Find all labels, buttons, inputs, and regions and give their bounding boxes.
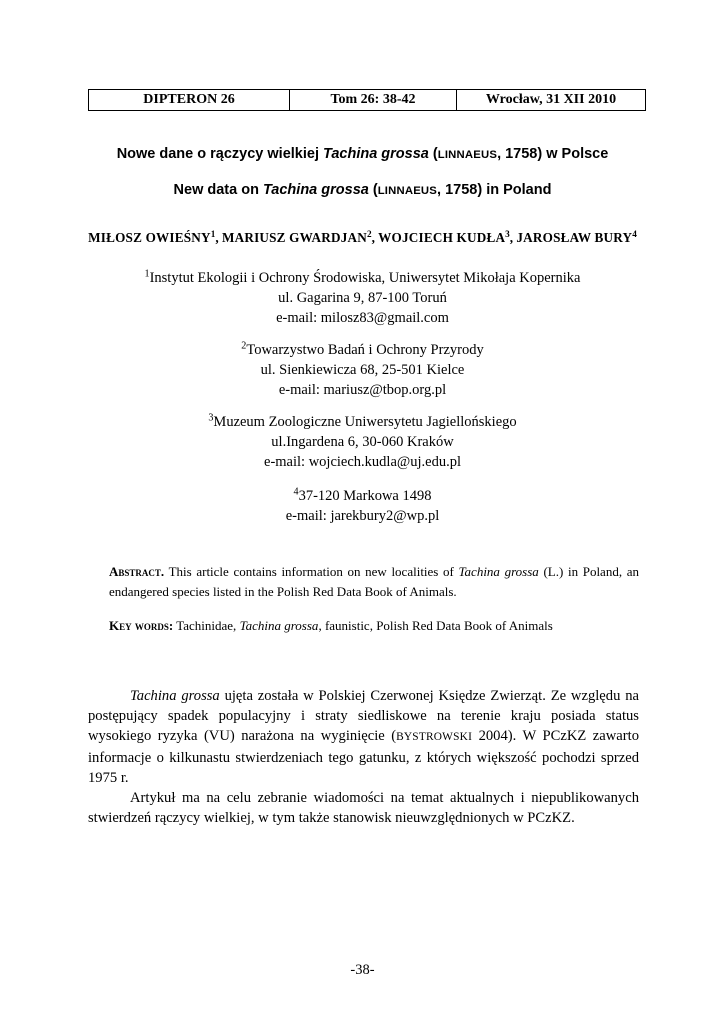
affiliation-email: e-mail: mariusz@tbop.org.pl: [278, 382, 447, 398]
affiliation-email: e-mail: wojciech.kudla@uj.edu.pl: [264, 454, 461, 470]
affiliation-3: [0, 412, 725, 472]
affiliation-sup: 3: [208, 412, 214, 424]
title-en-paren: (: [368, 182, 378, 198]
abstract-text: This article contains information on new localities of: [164, 564, 459, 579]
abstract-label: Abstract.: [109, 564, 165, 579]
paragraph: [88, 686, 639, 788]
author-name: WOJCIECH KUDŁA: [378, 230, 506, 245]
title-polish: [0, 146, 725, 162]
page-number: -38-: [350, 962, 375, 978]
affiliation-2: [0, 340, 725, 400]
key-words-label: Key words:: [109, 618, 174, 633]
key-words-text-tail: , faunistic, Polish Red Data Book of Animals: [318, 618, 553, 633]
author-sep: ,: [215, 230, 222, 245]
title-pl-paren: (: [428, 146, 438, 162]
citation-author: BYSTROWSKI: [396, 731, 473, 744]
title-pl-author: LINNAEUS: [437, 149, 498, 161]
affiliation-sup: 4: [293, 486, 299, 498]
affiliation-line: [0, 268, 725, 288]
author-affil-sup: 2: [366, 228, 372, 239]
affiliation-institution: Towarzystwo Badań i Ochrony Przyrody: [246, 342, 484, 358]
author-sep: ,: [371, 230, 379, 245]
body-text-part: 2004). W PCzKZ zawarto informacje o kilkunastu stwierdzeniach tego gatunku, z których większość pochodzi sprzed 1975 r.: [88, 728, 639, 786]
affiliation-line: [0, 486, 725, 506]
abstract: [109, 562, 639, 602]
affiliation-institution: Muzeum Zoologiczne Uniwersytetu Jagiellońskiego: [213, 414, 517, 430]
affiliation-sup: 2: [241, 340, 247, 352]
affiliation-line: [0, 412, 725, 432]
affiliation-line: [0, 340, 725, 360]
affiliation-line: ul. Gagarina 9, 87-100 Toruń: [278, 290, 447, 306]
title-en-text: New data on: [173, 182, 263, 198]
key-words-text: Tachinidae,: [173, 618, 240, 633]
affiliation-sup: 1: [144, 268, 150, 280]
journal-header-table: [88, 89, 646, 111]
title-english: [0, 182, 725, 198]
abstract-text-tail: (L.) in Poland, an endangered species listed in the Polish Red Data Book of Animals.: [109, 564, 640, 599]
affiliation-4: [0, 486, 725, 526]
author-name: MIŁOSZ OWIEŚNY: [88, 230, 211, 245]
author-affil-sup: 1: [210, 228, 216, 239]
author-affil-sup: 4: [632, 228, 637, 239]
title-pl-tail: , 1758) w Polsce: [497, 146, 609, 162]
abstract-species: Tachina grossa: [458, 564, 539, 579]
author-affil-sup: 3: [505, 228, 510, 239]
affiliation-1: [0, 268, 725, 328]
key-words: [109, 616, 639, 636]
affiliation-email: e-mail: milosz83@gmail.com: [276, 310, 449, 326]
title-en-species: Tachina grossa: [262, 182, 369, 198]
affiliation-line: ul. Sienkiewicza 68, 25-501 Kielce: [260, 362, 465, 378]
title-pl-species: Tachina grossa: [323, 146, 429, 162]
author-name: JAROSŁAW BURY: [516, 230, 633, 245]
body-text-part: ujęta została w Polskiej Czerwonej Księdze Zwierząt. Ze względu na postępujący spadek populacyjny i straty siedliskowe na terenie kraju posiada status wysokiego ryzyka (VU) narażona na wyginięcie (: [88, 688, 639, 745]
journal-name: DIPTERON 26: [89, 90, 290, 111]
title-en-tail: , 1758) in Poland: [437, 182, 552, 198]
author-sep: ,: [509, 230, 517, 245]
title-en-author: LINNAEUS: [377, 185, 438, 197]
title-pl-text: Nowe dane o rączycy wielkiej: [116, 146, 324, 162]
paragraph: Artykuł ma na celu zebranie wiadomości na temat aktualnych i niepublikowanych stwierdzeń rączycy wielkiej, w tym także stanowisk nieuwzględnionych w PCzKZ.: [88, 790, 639, 827]
author-list: [0, 230, 725, 246]
journal-place-date: Wrocław, 31 XII 2010: [457, 90, 646, 111]
affiliation-address: 37-120 Markowa 1498: [298, 488, 432, 504]
author-name: MARIUSZ GWARDJAN: [221, 230, 367, 245]
affiliation-line: ul.Ingardena 6, 30-060 Kraków: [271, 434, 454, 450]
journal-volume: Tom 26: 38-42: [290, 90, 457, 111]
key-words-species: Tachina grossa: [239, 618, 319, 633]
affiliation-institution: Instytut Ekologii i Ochrony Środowiska, Uniwersytet Mikołaja Kopernika: [149, 270, 581, 286]
body-text: [88, 686, 639, 828]
body-species: Tachina grossa: [130, 688, 220, 704]
affiliation-email: e-mail: jarekbury2@wp.pl: [285, 508, 440, 524]
